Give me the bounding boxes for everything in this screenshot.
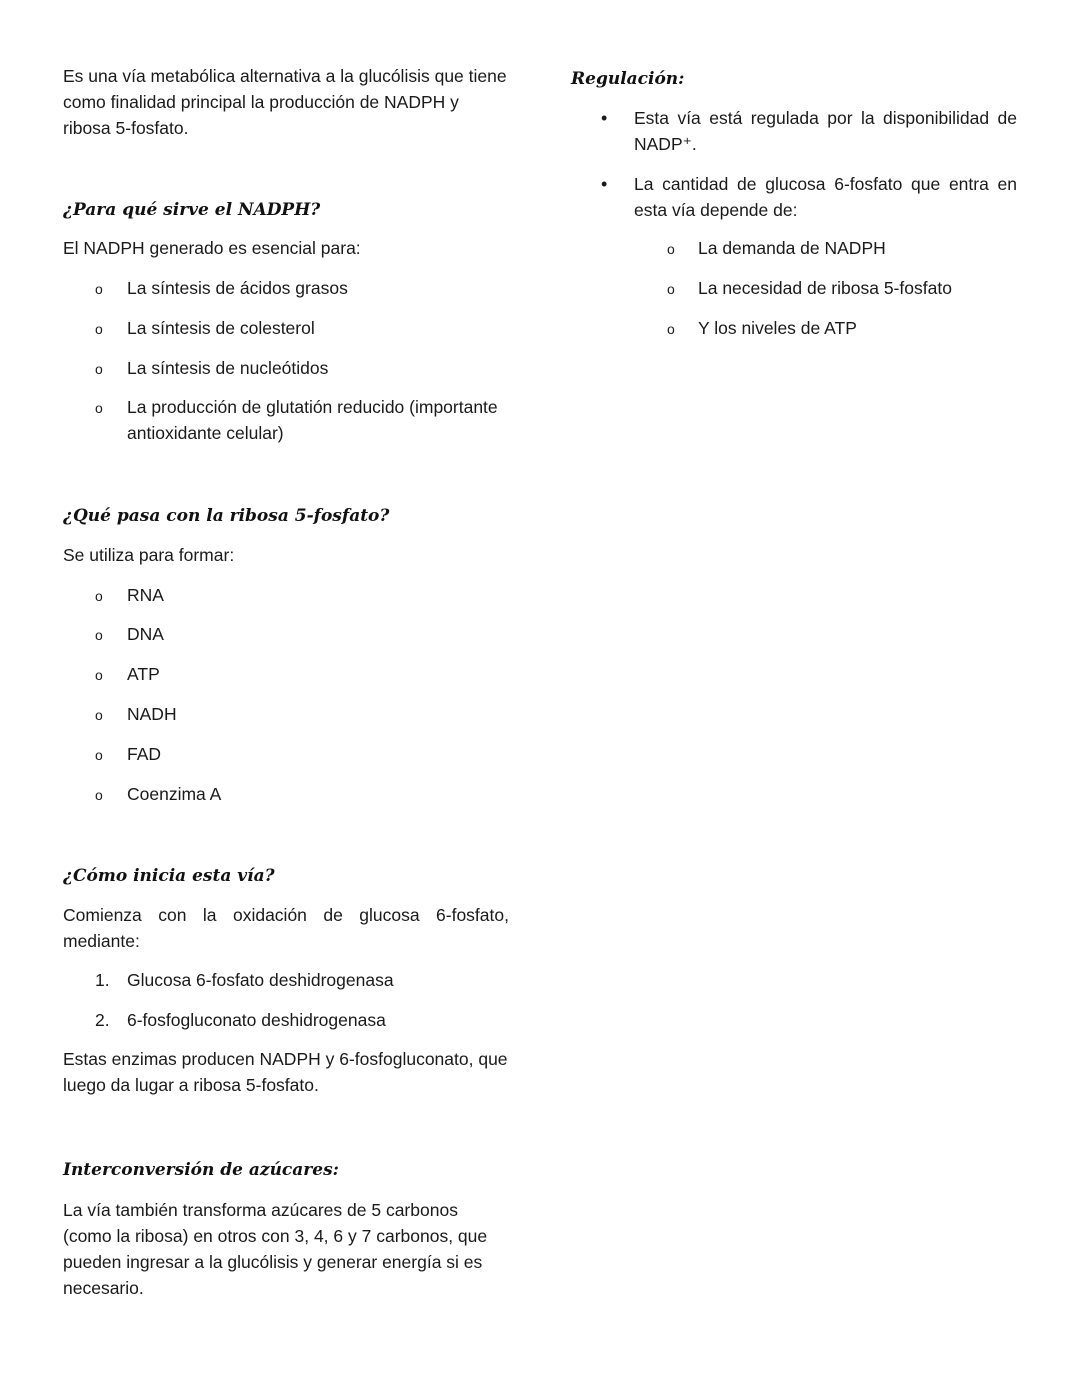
- item-number: 2.: [95, 1010, 110, 1030]
- list-item-text: La necesidad de ribosa 5-fosfato: [698, 278, 952, 298]
- bullet-icon: •: [601, 108, 608, 128]
- list-marker-icon: o: [95, 747, 103, 763]
- interconversion-heading: Interconversión de azúcares:: [63, 1160, 339, 1180]
- list-item-text: La síntesis de ácidos grasos: [127, 278, 348, 298]
- item-text: 6-fosfogluconato deshidrogenasa: [127, 1010, 386, 1030]
- regulacion-heading: Regulación:: [571, 69, 685, 89]
- list-item-text: RNA: [127, 585, 164, 605]
- intro-paragraph: Es una vía metabólica alternativa a la glucólisis que tiene como finalidad principal la producción de NADPH y ribosa 5-fosfato.: [63, 66, 507, 138]
- list-marker-icon: o: [95, 667, 103, 683]
- list-item-text: La síntesis de nucleótidos: [127, 358, 329, 378]
- bullet-icon: •: [601, 174, 608, 194]
- list-item-text: NADH: [127, 704, 177, 724]
- list-marker-icon: o: [667, 321, 675, 337]
- interconversion-text: La vía también transforma azúcares de 5 carbonos (como la ribosa) en otros con 3, 4, 6 y 7 carbonos, que pueden ingresar a la glucólisis y generar energía si es necesario.: [63, 1200, 488, 1298]
- list-marker-icon: o: [95, 321, 103, 337]
- list-marker-icon: o: [95, 281, 103, 297]
- inicio-closing: Estas enzimas producen NADPH y 6-fosfogluconato, que luego da lugar a ribosa 5-fosfato.: [63, 1049, 508, 1095]
- list-marker-icon: o: [95, 361, 103, 377]
- list-item-text: Y los niveles de ATP: [698, 318, 857, 338]
- list-item-text: Coenzima A: [127, 784, 222, 804]
- item-text: Glucosa 6-fosfato deshidrogenasa: [127, 970, 394, 990]
- list-item-text: DNA: [127, 624, 164, 644]
- list-item-text: ATP: [127, 664, 160, 684]
- inicio-lead: Comienza con la oxidación de glucosa 6-fosfato, mediante:: [63, 905, 509, 951]
- list-marker-icon: o: [95, 400, 103, 416]
- nadph-lead: El NADPH generado es esencial para:: [63, 238, 361, 258]
- item-number: 1.: [95, 970, 110, 990]
- list-marker-icon: o: [95, 787, 103, 803]
- nadph-heading: ¿Para qué sirve el NADPH?: [63, 200, 321, 220]
- bullet-text: Esta vía está regulada por la disponibilidad de NADP⁺.: [634, 108, 1017, 154]
- list-marker-icon: o: [667, 281, 675, 297]
- list-item-text: FAD: [127, 744, 162, 764]
- bullet-text: La cantidad de glucosa 6-fosfato que entra en esta vía depende de:: [634, 174, 1017, 220]
- ribosa-lead: Se utiliza para formar:: [63, 545, 235, 565]
- list-item-text: La síntesis de colesterol: [127, 318, 315, 338]
- ribosa-heading: ¿Qué pasa con la ribosa 5-fosfato?: [63, 506, 390, 526]
- list-item-text: La demanda de NADPH: [698, 238, 886, 258]
- list-marker-icon: o: [667, 241, 675, 257]
- inicio-heading: ¿Cómo inicia esta vía?: [63, 866, 275, 886]
- list-marker-icon: o: [95, 707, 103, 723]
- list-marker-icon: o: [95, 627, 103, 643]
- list-marker-icon: o: [95, 588, 103, 604]
- list-item-text: La producción de glutatión reducido (importante antioxidante celular): [127, 397, 498, 443]
